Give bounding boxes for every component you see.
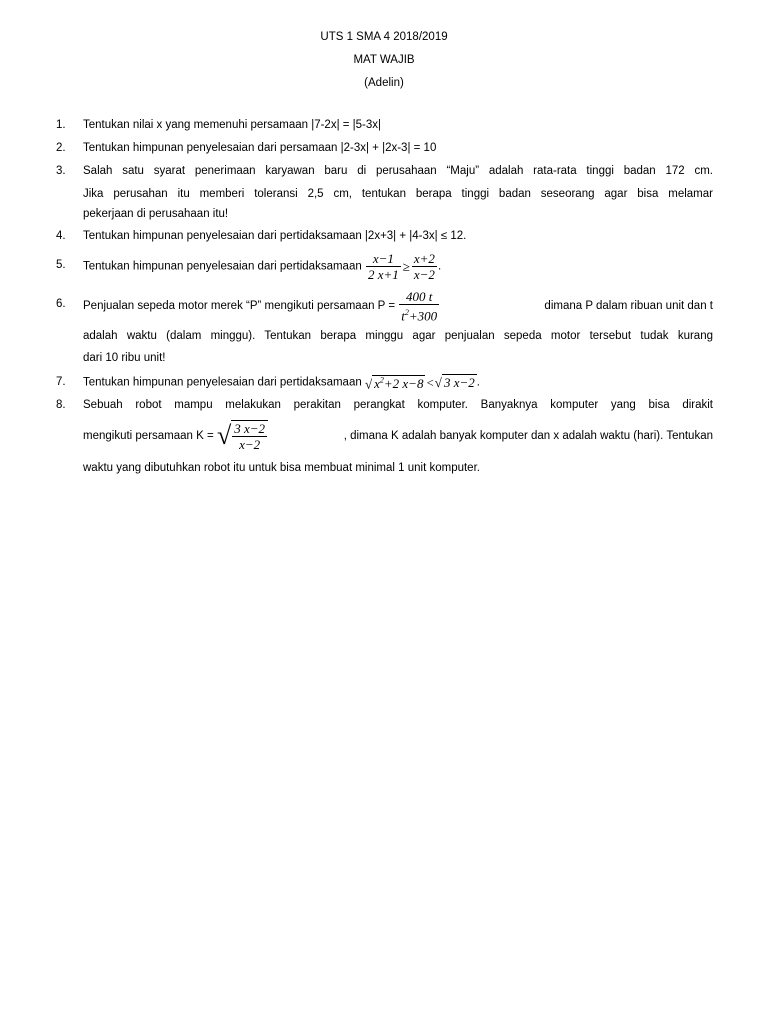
radical-sign: √: [216, 421, 232, 450]
fraction-numerator: x−1: [372, 251, 394, 266]
question-text: Tentukan himpunan penyelesaian dari pertidaksamaan: [83, 260, 362, 273]
question-number: 8.: [56, 399, 66, 411]
question-text-line: dari 10 ribu unit!: [83, 352, 166, 364]
fraction-numerator: x+2: [413, 251, 435, 266]
fraction-rhs: [412, 251, 437, 282]
question-line-with-formula: [83, 420, 713, 452]
fraction-p: [399, 289, 439, 323]
formula-end: .: [437, 260, 442, 273]
radicand: [231, 420, 268, 452]
sqrt-rhs: [435, 374, 477, 392]
question-number: 5.: [56, 259, 66, 271]
fraction-denominator: x−2: [232, 436, 267, 452]
inequality-sign: ≥: [402, 258, 410, 274]
radicand: 3 x−2: [443, 374, 475, 390]
question-text-line: Salah satu syarat penerimaan karyawan baru di perusahaan “Maju” adalah rata-rata tinggi badan 172 cm.: [83, 165, 713, 177]
fraction-lhs: [366, 251, 401, 282]
question-text-line: Sebuah robot mampu melakukan perakitan perangkat komputer. Banyaknya komputer yang bisa dirakit: [83, 399, 713, 411]
denominator-base: t: [401, 308, 405, 324]
radicand-base: x: [374, 376, 380, 392]
question-line-with-formula: [83, 289, 713, 323]
question-number: 1.: [56, 119, 66, 131]
fraction-denominator: x−2: [413, 267, 435, 282]
inequality-sign: <: [426, 374, 434, 390]
fraction-numerator: 400 t: [406, 289, 433, 304]
question-text: [83, 289, 440, 323]
fraction-numerator: 3 x−2: [234, 421, 266, 436]
question-text-line: adalah waktu (dalam minggu). Tentukan berapa minggu agar penjualan sepeda motor tersebut tudak kurang: [83, 330, 713, 342]
question-text-before: mengikuti persamaan K =: [83, 430, 214, 443]
fraction-denominator: [399, 304, 439, 323]
question-text-line: waktu yang dibutuhkan robot itu untuk bisa membuat minimal 1 unit komputer.: [83, 462, 480, 474]
question-text-line: pekerjaan di perusahaan itu!: [83, 208, 229, 220]
question-line-with-formula: [83, 251, 713, 282]
question-text-before-wrap: [83, 420, 268, 452]
question-text-before: Penjualan sepeda motor merek “P” mengikuti persamaan P =: [83, 300, 396, 313]
question-text-line: Jika perusahan itu memberi toleransi 2,5 cm, tentukan berapa tinggi badan seseorang agar bisa melamar: [83, 188, 713, 200]
question-line-with-formula: [83, 372, 713, 393]
formula-end: .: [476, 376, 480, 389]
radicand-rest: +2 x−8: [383, 376, 424, 392]
radicand-exponent: 2: [379, 376, 384, 385]
denominator-rest: +300: [408, 308, 438, 324]
exam-title: UTS 1 SMA 4 2018/2019: [320, 31, 448, 43]
question-text-after: dimana P dalam ribuan unit dan t: [544, 300, 713, 313]
exam-author: (Adelin): [364, 77, 404, 89]
fraction-denominator: 2 x+1: [367, 267, 399, 282]
question-text: Tentukan nilai x yang memenuhi persamaan |7-2x| = |5-3x|: [83, 119, 382, 131]
question-text: Tentukan himpunan penyelesaian dari pertidaksamaan: [83, 376, 362, 389]
radical-sign: √: [364, 376, 373, 392]
question-number: 2.: [56, 142, 66, 154]
fraction-k: [232, 421, 267, 452]
sqrt-lhs: [365, 372, 426, 393]
question-number: 6.: [56, 298, 66, 310]
question-number: 7.: [56, 376, 66, 388]
question-number: 4.: [56, 230, 66, 242]
sqrt-fraction: [217, 420, 268, 452]
question-text: Tentukan himpunan penyelesaian dari pertidaksamaan |2x+3| + |4-3x| ≤ 12.: [83, 230, 467, 242]
denominator-exponent: 2: [404, 308, 409, 317]
radical-sign: √: [434, 374, 442, 390]
radicand: [372, 375, 425, 391]
question-text: Tentukan himpunan penyelesaian dari persamaan |2-3x| + |2x-3| = 10: [83, 142, 437, 154]
exam-subject: MAT WAJIB: [353, 54, 415, 66]
question-number: 3.: [56, 165, 66, 177]
question-text-after: , dimana K adalah banyak komputer dan x adalah waktu (hari). Tentukan: [343, 430, 713, 442]
